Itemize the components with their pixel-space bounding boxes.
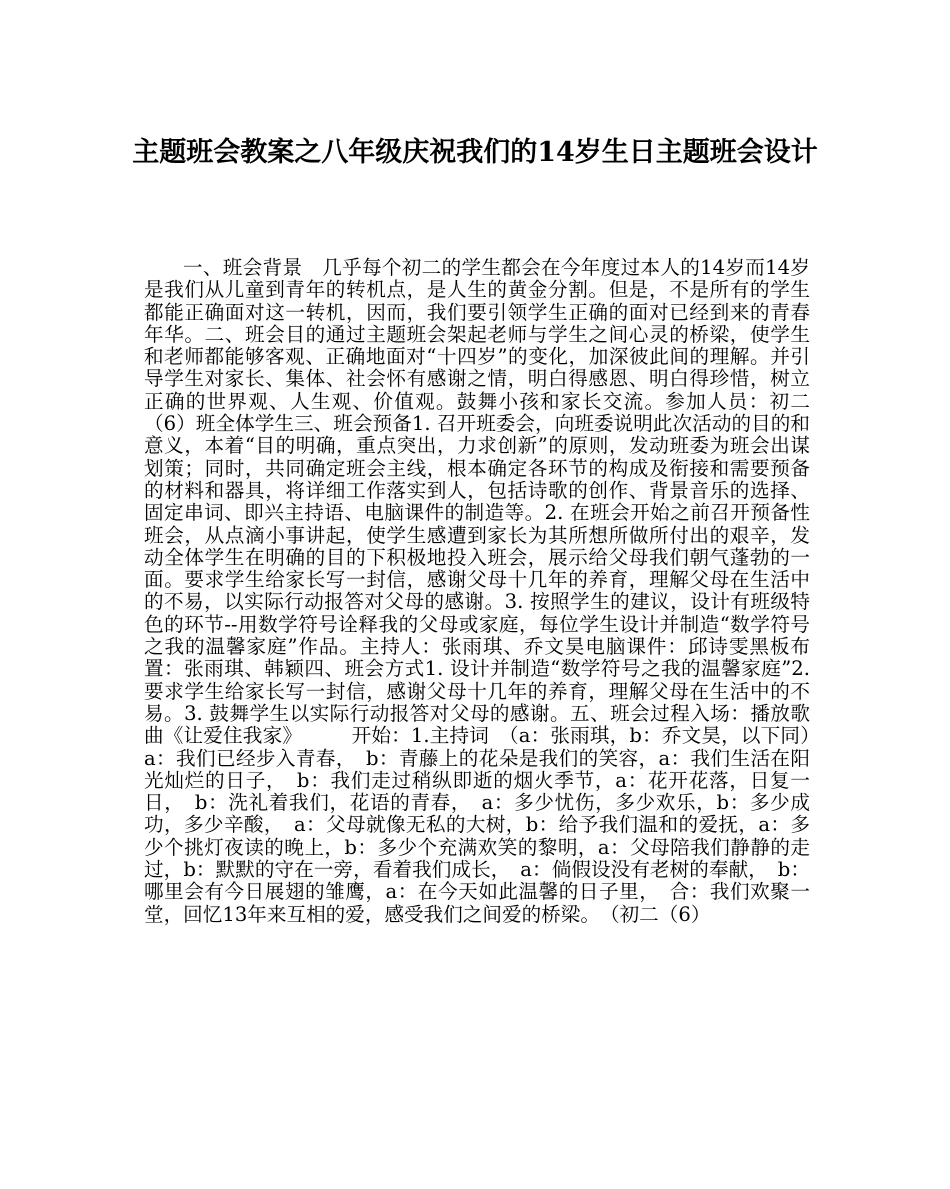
document-body-paragraph: 一、班会背景 几乎每个初二的学生都会在今年度过本人的14岁而14岁是我们从儿童到青年的转机点，是人生的黄金分割。但是，不是所有的学生都能正确面对这一转机，因而，我们要引领学生正确的面对已经到来的青春年华。二、班会目的通过主题班会架起老师与学生之间心灵的桥梁，使学生和老师都能够客观、正确地面对“十四岁”的变化，加深彼此间的理解。并引导学生对家长、集体、社会怀有感谢之情，明白得感恩、明白得珍惜，树立正确的世界观、人生观、价值观。鼓舞小孩和家长交流。参加人员：初二（6）班全体学生三、班会预备1. 召开班委会，向班委说明此次活动的目的和意义，本着“目的明确，重点突出，力求创新”的原则，发动班委为班会出谋划策；同时，共同确定班会主线，根本确定各环节的构成及衔接和需要预备的材料和器具，将详细工作落实到人，包括诗歌的创作、背景音乐的选择、固定串词、即兴主持语、电脑课件的制造等。2. 在班会开始之前召开预备性班会，从点滴小事讲起，使学生感遭到家长为其所想所做所付出的艰辛，发动全体学生在明确的目的下积极地投入班会，展示给父母我们朝气蓬勃的一面。要求学生给家长写一封信，感谢父母十几年的养育，理解父母在生活中的不易，以实际行动报答对父母的感谢。3. 按照学生的建议，设计有班级特色的环节--用数学符号诠释我的父母或家庭，每位学生设计并制造“数学符号之我的温馨家庭”作品。主持人：张雨琪、乔文昊电脑课件：邱诗雯黑板布置：张雨琪、韩颖四、班会方式1. 设计并制造“数学符号之我的温馨家庭”2. 要求学生给家长写一封信，感谢父母十几年的养育，理解父母在生活中的不易。3. 鼓舞学生以实际行动报答对父母的感谢。五、班会过程入场：播放歌曲《让爱住我家》 开始：1.主持词 （a：张雨琪，b：乔文昊，以下同）a：我们已经步入青春， b：青藤上的花朵是我们的笑容，a：我们生活在阳光灿烂的日子， b：我们走过稍纵即逝的烟火季节，a：花开花落，日复一日， b：洗礼着我们，花语的青春， a：多少忧伤，多少欢乐，b：多少成功，多少辛酸， a：父母就像无私的大树，b：给予我们温和的爱抚，a：多少个挑灯夜读的晚上，b：多少个充满欢笑的黎明，a：父母陪我们静静的走过，b：默默的守在一旁，看着我们成长， a：倘假设没有老树的奉献， b：哪里会有今日展翅的雏鹰，a：在今天如此温馨的日子里， 合：我们欢聚一堂，回忆13年来互相的爱，感受我们之间爱的桥梁。 （初二（6） bbox=[144, 256, 810, 926]
document-title: 主题班会教案之八年级庆祝我们的14岁生日主题班会设计 bbox=[132, 137, 818, 168]
